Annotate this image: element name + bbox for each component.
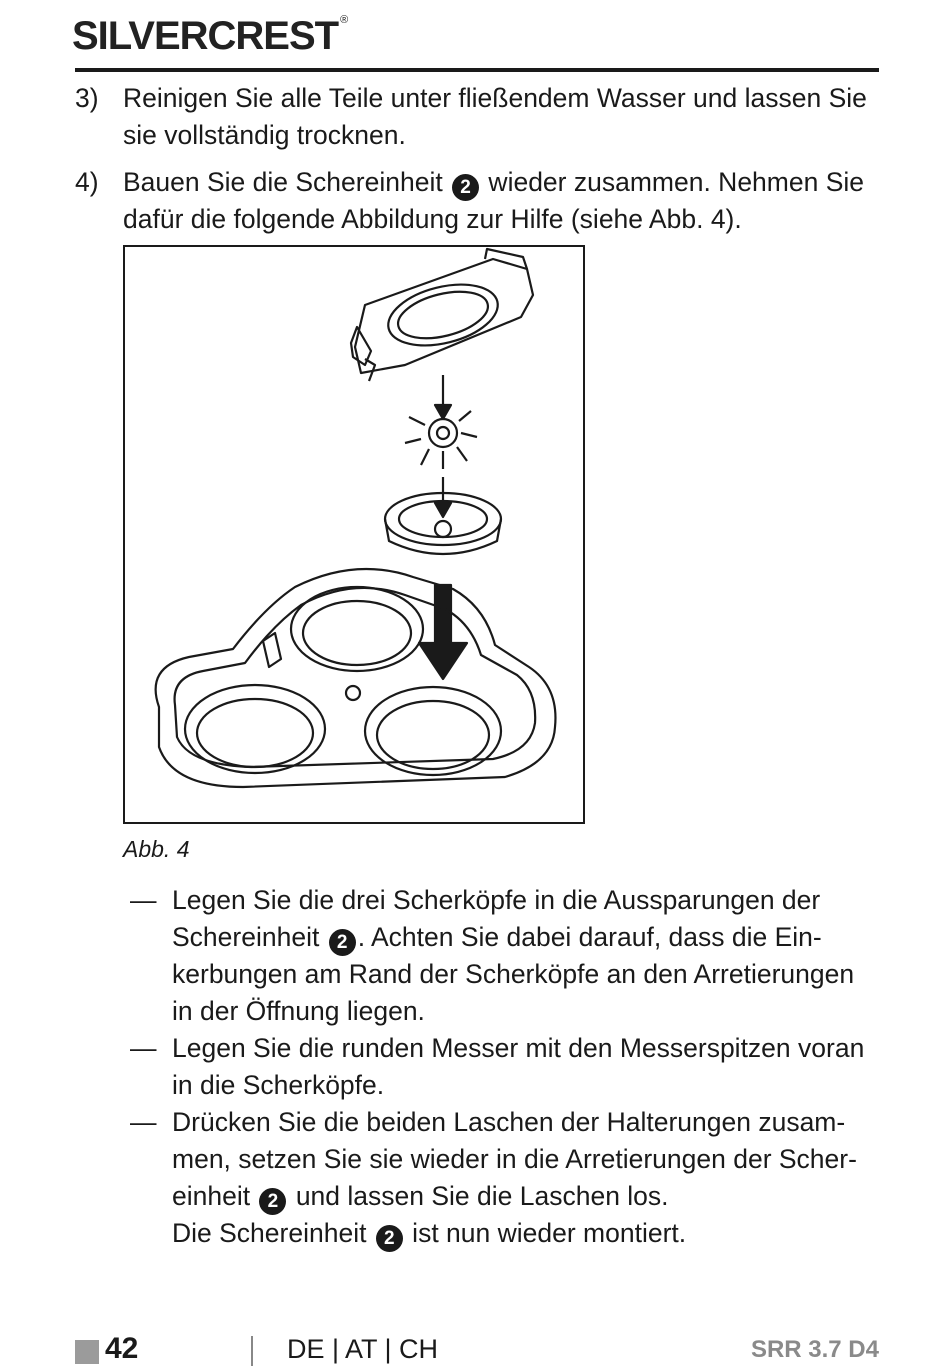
part-number-badge: 2 bbox=[329, 929, 356, 956]
step-line: Reinigen Sie alle Teile unter fließendem Wasser und lassen Sie bbox=[123, 83, 867, 113]
footer-languages: DE | AT | CH bbox=[287, 1334, 439, 1364]
arrow-small-2 bbox=[435, 477, 451, 517]
bullet-line: in die Scherköpfe. bbox=[172, 1070, 385, 1100]
bullet-line: Drücken Sie die beiden Laschen der Halterungen zusam- bbox=[172, 1107, 846, 1137]
figure-caption: Abb. 4 bbox=[123, 836, 190, 862]
bullet-line: in der Öffnung liegen. bbox=[172, 996, 425, 1026]
bullet-line: Schereinheit 2 . Achten Sie dabei darauf, dass die Ein- bbox=[172, 919, 872, 956]
part-number-badge: 2 bbox=[452, 174, 479, 201]
step-line: dafür die folgende Abbildung zur Hilfe (siehe Abb. 4). bbox=[123, 204, 742, 234]
footer-divider bbox=[251, 1336, 253, 1366]
brand-logo: SILVERCREST ® bbox=[72, 14, 348, 58]
assembly-figure bbox=[123, 245, 585, 824]
footer-square-icon bbox=[75, 1340, 99, 1364]
bullet-dash: — bbox=[130, 1107, 157, 1137]
arrow-large bbox=[419, 585, 467, 679]
bullet-line: einheit 2 und lassen Sie die Laschen los. bbox=[172, 1178, 872, 1215]
page-number: 42 bbox=[105, 1332, 139, 1365]
step-line: Bauen Sie die Schereinheit 2 wieder zusammen. Nehmen Sie bbox=[123, 164, 883, 201]
bullet-line: Legen Sie die drei Scherköpfe in die Aussparungen der bbox=[172, 885, 821, 915]
part-number-badge: 2 bbox=[376, 1225, 403, 1252]
bullet-line: Die Schereinheit 2 ist nun wieder montiert. bbox=[172, 1215, 872, 1252]
part-number-badge: 2 bbox=[259, 1188, 286, 1215]
model-number: SRR 3.7 D4 bbox=[750, 1336, 879, 1363]
bullet-dash: — bbox=[130, 1033, 157, 1063]
header-rule bbox=[75, 68, 879, 72]
bullet-dash: — bbox=[130, 885, 157, 915]
bullet-line: kerbungen am Rand der Scherköpfe an den Arretierungen bbox=[172, 959, 855, 989]
holder-frame-drawing bbox=[351, 249, 533, 381]
step-line: sie vollständig trocknen. bbox=[123, 120, 406, 150]
step-number: 3) bbox=[75, 83, 99, 113]
shaving-unit-illustration bbox=[125, 247, 583, 822]
bullet-line: men, setzen Sie sie wieder in die Arretierungen der Scher- bbox=[172, 1144, 857, 1174]
page-footer bbox=[75, 1330, 879, 1364]
step-number: 4) bbox=[75, 167, 99, 197]
shaver-base-drawing bbox=[156, 569, 556, 787]
bullet-line: Legen Sie die runden Messer mit den Messerspitzen voran bbox=[172, 1033, 865, 1063]
